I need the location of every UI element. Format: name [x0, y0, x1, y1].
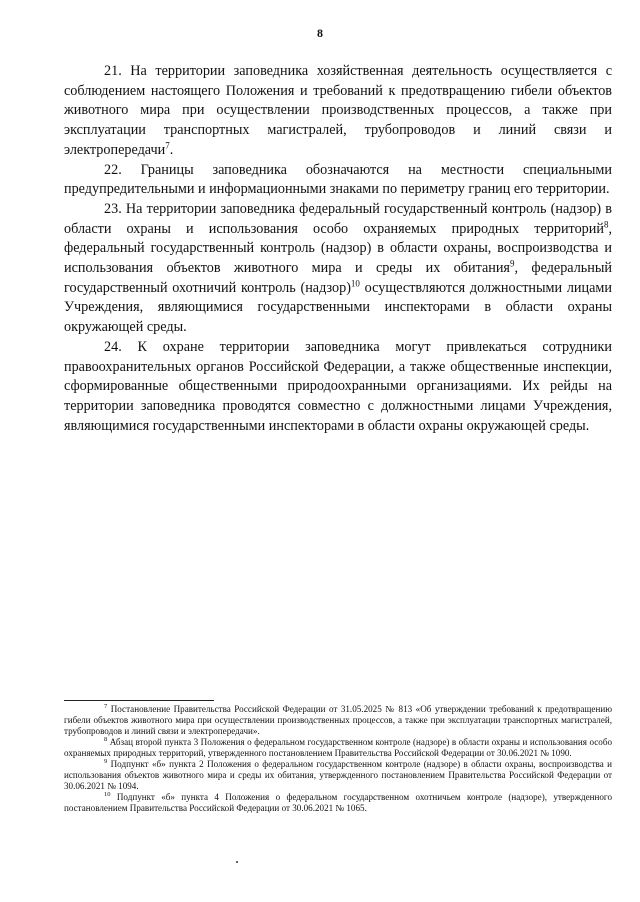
scan-speck [236, 861, 238, 863]
footnote-text: Постановление Правительства Российской Федерации от 31.05.2025 № 813 «Об утверждении требований к предотвращению гибели объектов животного мира при осуществлении производственных процессов, а также при эксплуатации транспортных магистралей, трубопроводов и линий связи и электропередачи». [64, 704, 612, 736]
footnote-ref-10: 10 [350, 278, 360, 288]
footnote-text: Подпункт «б» пункта 2 Положения о федеральном государственном контроле (надзоре) в области охраны, воспроизводства и использования объектов животного мира и среды их обитания, утвержденного постановлением Правительства Российской Федерации от 30.06.2021 № 1094. [64, 759, 612, 791]
footnotes [64, 704, 612, 814]
body-text [64, 62, 612, 436]
footnote-mark: 10 [104, 790, 111, 798]
paragraph-21-end: . [169, 141, 174, 158]
paragraph-23-part-1: 23. На территории заповедника федеральный государственный контроль (надзор) в области охраны и использования особо охраняемых природных территорий [64, 200, 612, 237]
footnote-text: Подпункт «б» пункта 4 Положения о федеральном государственном охотничьем контроле (надзоре), утвержденного постановлением Правительства Российской Федерации от 30.06.2021 № 1065. [64, 792, 612, 813]
paragraph-24 [64, 338, 612, 437]
footnote-8 [64, 737, 612, 759]
footnote-mark: 8 [104, 735, 108, 743]
paragraph-23-part-4: осуществляются должностными лицами Учреждения, являющимися государственными инспекторами в области охраны окружающей среды. [64, 279, 612, 336]
footnote-7 [64, 704, 612, 737]
paragraph-22 [64, 161, 612, 200]
paragraph-22-text: 22. Границы заповедника обозначаются на местности специальными предупредительными и информационными знаками по периметру границ его территории. [64, 161, 612, 198]
paragraph-21 [64, 62, 612, 161]
footnote-ref-9: 9 [509, 258, 515, 269]
footnote-9 [64, 759, 612, 792]
footnote-separator [64, 700, 214, 701]
footnote-ref-8: 8 [603, 218, 609, 229]
paragraph-21-text: 21. На территории заповедника хозяйственная деятельность осуществляется с соблюдением настоящего Положения и требований к предотвращению гибели объектов животного мира при осуществлении производственных процессов, а также при эксплуатации транспортных магистралей, трубопроводов и линий связи и электропередачи [64, 63, 612, 158]
paragraph-23 [64, 200, 612, 338]
page-number: 8 [317, 26, 323, 40]
paragraph-23-part-2: , федеральный государственный контроль (надзор) в области охраны, воспроизводства и использования объектов животного мира и среды их обитания [64, 220, 612, 277]
footnote-10 [64, 792, 612, 814]
paragraph-24-text: 24. К охране территории заповедника могут привлекаться сотрудники правоохранительных органов Российской Федерации, а также общественные инспекции, сформированные общественными природоохранными организациями. Их рейды на территории заповедника проводятся совместно с должностными лицами Учреждения, являющимися государственными инспекторами в области охраны окружающей среды. [64, 338, 612, 434]
footnote-mark: 9 [104, 757, 108, 765]
paragraph-23-part-3: , федеральный государственный охотничий контроль (надзор) [64, 260, 612, 296]
footnote-mark: 7 [104, 702, 108, 710]
footnote-ref-7: 7 [165, 140, 170, 151]
footnote-text: Абзац второй пункта 3 Положения о федеральном государственном контроле (надзоре) в области охраны и использования особо охраняемых природных территорий, утвержденного постановлением Правительства Российской Федерации от 30.06.2021 № 1090. [64, 737, 612, 758]
